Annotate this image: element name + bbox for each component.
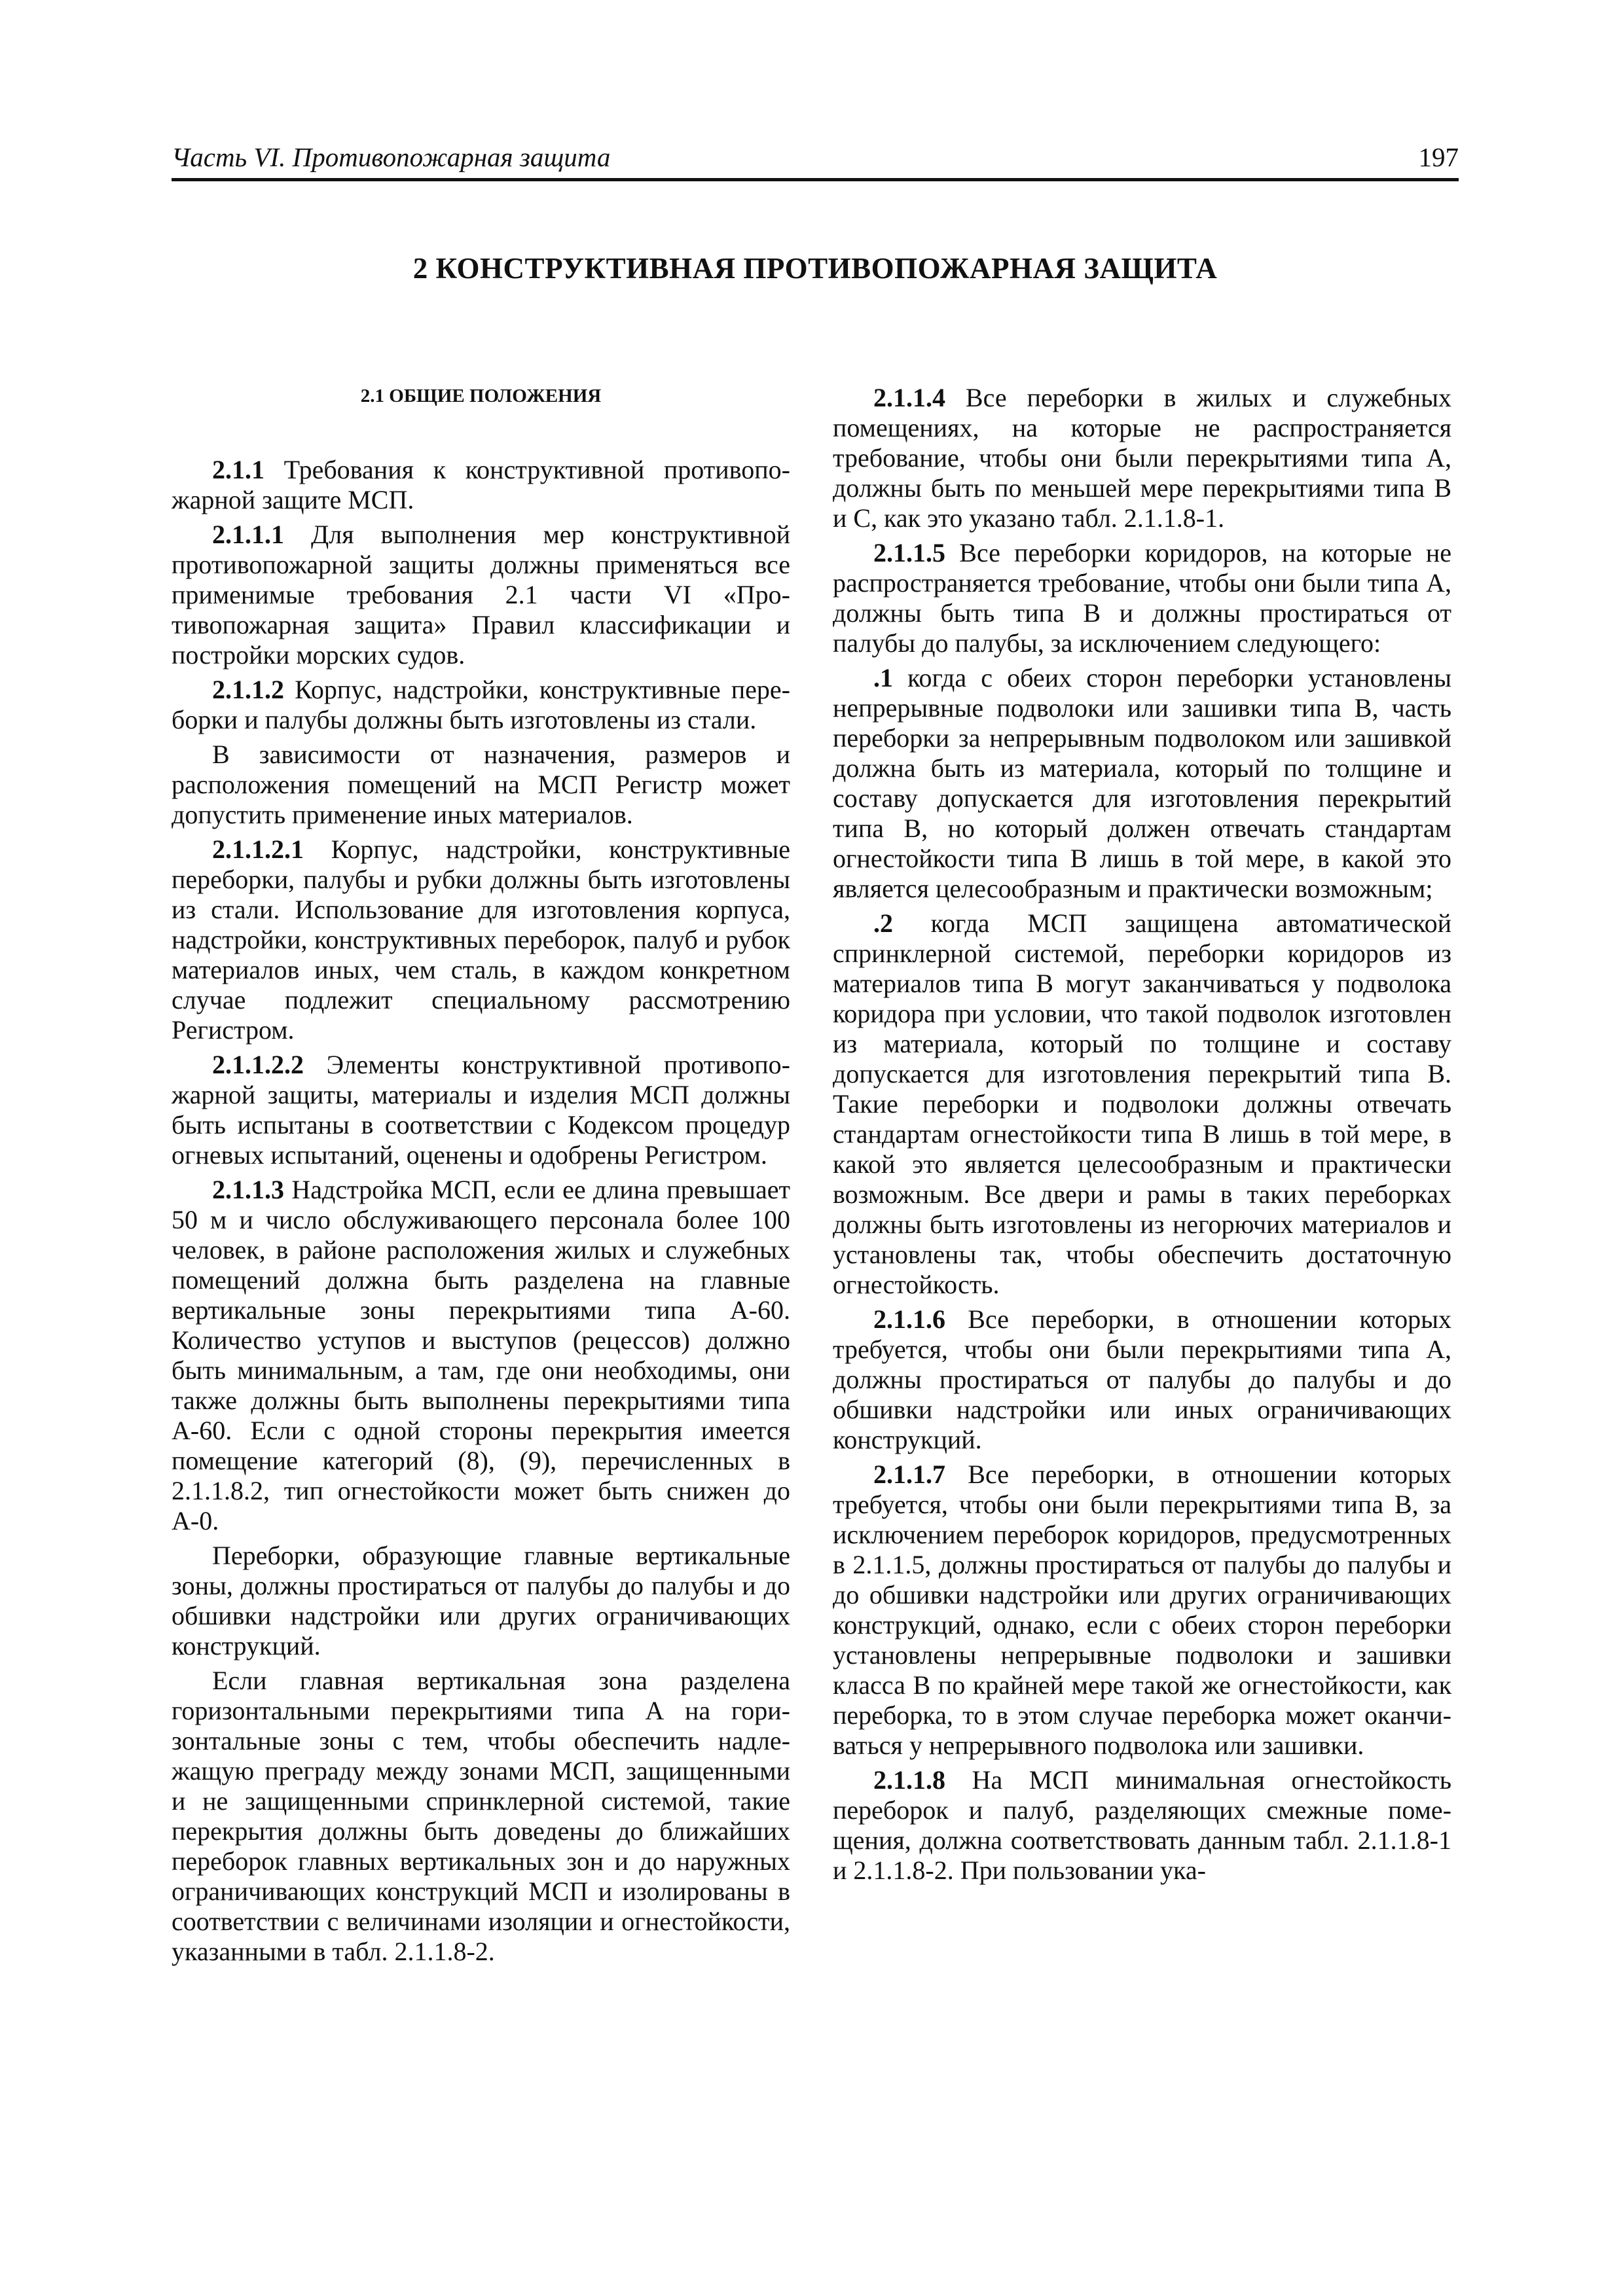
paragraph <box>833 908 1451 1300</box>
section-heading: 2.1 ОБЩИЕ ПОЛОЖЕНИЯ <box>360 386 602 406</box>
clause-number: 2.1.1.6 <box>873 1304 945 1334</box>
header-part-title: Часть VI. Противопожарная защита <box>172 142 611 172</box>
clause-number: 2.1.1.8 <box>873 1765 945 1795</box>
clause-number: 2.1.1.2.1 <box>212 834 304 864</box>
paragraph-text: когда с обеих сторон переборки установлены непрерывные подволоки или зашивки типа В, часть переборки за непрерывным подволоком или зашивкой должна быть из материала, который по толщине и составу допускается для изготовления перекрытий типа В, но который должен отвечать стандартам огнестойкости типа В лишь в той мере, в какой это является целесообразным и практически возможным; <box>833 663 1451 903</box>
clause-number: 2.1.1.5 <box>873 538 945 567</box>
chapter-title: 2 КОНСТРУКТИВНАЯ ПРОТИВОПОЖАРНАЯ ЗАЩИТА <box>412 252 1218 285</box>
paragraph <box>833 1460 1451 1761</box>
paragraph <box>833 383 1451 533</box>
paragraph <box>172 1050 790 1170</box>
left-column <box>172 383 790 1971</box>
paragraph-text: Корпус, надстройки, конструктивные переборки, палубы и рубки должны быть изготовлены из стали. Использование для изготовления корпуса, надстройки, конструктивных переборок, палуб и рубок материалов иных, чем сталь, в каждом конкретном случае подлежит специальному рассмотрению Регистром. <box>172 834 790 1045</box>
paragraph-text: Все переборки, в отношении которых требуется, чтобы они были перекрытиями типа В, за исключением переборок коридоров, предусмотренных в 2.1.1.5, должны простираться от палубы до палубы и до обшивки надстройки или других ограничивающих конструкций, однако, если с обеих сторон переборки установлены непрерывные подволоки и зашивки класса В по крайней мере такой же огнестойкости, как переборка, то в этом случае переборка может оканчиваться у непрерывного подволока или зашивки. <box>833 1460 1451 1760</box>
paragraph <box>172 1175 790 1536</box>
clause-number: 2.1.1.3 <box>212 1175 284 1204</box>
paragraph <box>172 1666 790 1967</box>
paragraph-text: когда МСП защищена автоматической спринклерной системой, переборки коридоров из материалов типа В могут заканчиваться у подволока коридора при условии, что такой подволок изготовлен из материала, который по толщине и составу допускается для изготовления перекрытий типа В. Такие переборки и подволоки должны отвечать стандартам огнестойкости типа В лишь в той мере, в какой это является целесообразным и практически возможным. Все двери и рамы в таких переборках должны быть изготовлены из негорючих материалов и установлены так, чтобы обеспечить достаточную огнестойкость. <box>833 908 1451 1299</box>
clause-number: 2.1.1.7 <box>873 1460 945 1489</box>
paragraph <box>833 663 1451 904</box>
paragraph-text: В зависимости от назначения, размеров и расположения помещений на МСП Регистр может допустить применение иных материалов. <box>172 740 790 829</box>
paragraph <box>172 834 790 1045</box>
paragraph-text: На МСП минимальная огнестойкость переборок и палуб, разделяющих смежные помещения, должна соответствовать данным табл. 2.1.1.8-1 и 2.1.1.8-2. При пользовании ука- <box>833 1765 1451 1885</box>
clause-number: .1 <box>873 663 893 692</box>
clause-number: 2.1.1.1 <box>212 520 284 549</box>
page-number: 197 <box>1418 142 1459 172</box>
paragraph-text: Элементы конструктивной противопожарной защиты, материалы и изделия МСП должны быть испытаны в соответствии с Кодексом процедур огневых испытаний, оценены и одобрены Регистром. <box>172 1050 790 1170</box>
right-column <box>833 383 1451 1890</box>
paragraph <box>172 740 790 830</box>
paragraph <box>172 455 790 515</box>
right-paragraphs <box>833 383 1451 1886</box>
paragraph <box>172 675 790 735</box>
clause-number: 2.1.1 <box>212 455 264 484</box>
clause-number: 2.1.1.4 <box>873 383 945 412</box>
paragraph <box>833 538 1451 658</box>
paragraph-text: Все переборки, в отношении которых требуется, чтобы они были перекрытиями типа А, должны простираться от палубы до палубы и до обшивки надстройки или иных ограничивающих конструкций. <box>833 1304 1451 1454</box>
paragraph-text: Переборки, образующие главные вертикальные зоны, должны простираться от палубы до палубы и до обшивки надстройки или других ограничивающих конструкций. <box>172 1541 790 1660</box>
paragraph-text: Если главная вертикальная зона разделена горизонтальными перекрытиями типа А на горизонтальные зоны с тем, чтобы обеспечить надлежащую преграду между зонами МСП, защищенными и не защищенными спринклерной системой, такие перекрытия должны быть доведены до ближайших переборок главных вертикальных зон и до наружных ограничивающих конструкций МСП и изолированы в соответствии с величинами изоляции и огнестойкости, указанными в табл. 2.1.1.8-2. <box>172 1666 790 1966</box>
paragraph <box>833 1304 1451 1455</box>
paragraph-text: Все переборки в жилых и служебных помещениях, на которые не распространяется требование, чтобы они были перекрытиями типа А, должны быть по меньшей мере перекрытиями типа В и С, как это указано табл. 2.1.1.8-1. <box>833 383 1451 533</box>
clause-number: 2.1.1.2 <box>212 675 284 704</box>
paragraph <box>172 1541 790 1661</box>
paragraph-text: Корпус, надстройки, конструктивные переборки и палубы должны быть изготовлены из стали. <box>172 675 790 734</box>
paragraph <box>172 520 790 670</box>
clause-number: .2 <box>873 908 893 938</box>
left-paragraphs <box>172 455 790 1967</box>
paragraph-text: Все переборки коридоров, на которые не распространяется требование, чтобы они были типа А, должны быть типа В и должны простираться от палубы до палубы, за исключением следующего: <box>833 538 1451 658</box>
paragraph <box>833 1765 1451 1886</box>
running-header <box>172 136 1459 181</box>
paragraph-text: Для выполнения мер конструктивной противопожарной защиты должны применяться все применимые требования 2.1 части VI «Противопожарная защита» Правил классификации и постройки морских судов. <box>172 520 790 670</box>
paragraph-text: Требования к конструктивной противопожарной защите МСП. <box>172 455 790 514</box>
clause-number: 2.1.1.2.2 <box>212 1050 304 1079</box>
paragraph-text: Надстройка МСП, если ее длина превышает 50 м и число обслуживающего персонала более 100 человек, в районе расположения жилых и служебных помещений должна быть разделена на главные вертикальные зоны перекрытиями типа А-60. Количество уступов и выступов (рецессов) должно быть минимальным, а там, где они необходимы, они также должны быть выполнены перекрытиями типа А-60. Если с одной стороны перекрытия имеется помещение категорий (8), (9), перечисленных в 2.1.1.8.2, тип огнестойкости может быть снижен до А-0. <box>172 1175 790 1535</box>
